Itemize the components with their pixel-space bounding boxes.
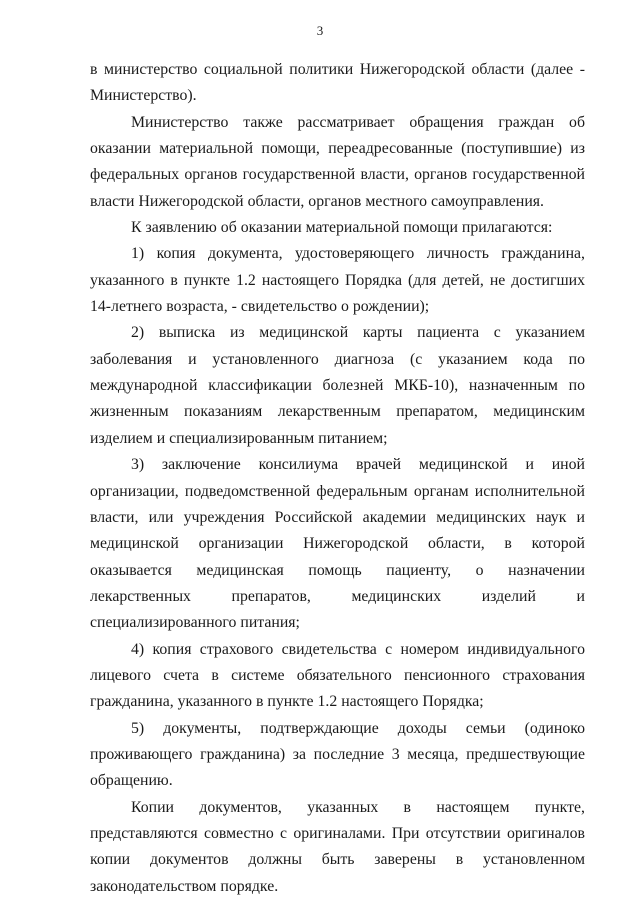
paragraph-ministry-appeals: Министерство также рассматривает обращения граждан об оказании материальной помощи, переадресованные (поступившие) из федеральных органов государственной власти, органов государственной власти Нижегородской области, органов местного самоуправления. [90,113,585,210]
list-item-income-documents: 5) документы, подтверждающие доходы семьи (одиноко проживающего гражданина) за последние 3 месяца, предшествующие обращению. [90,719,585,790]
list-item-consilium-conclusion: 3) заключение консилиума врачей медицинской и иной организации, подведомственной федеральным органам исполнительной власти, или учреждения Российской академии медицинских наук и медицинской организации Нижегородской области, в которой оказывается медицинская помощь пациенту, о назначении лекарственных препаратов, медицинских изделий и специализированного питания; [90,456,585,632]
paragraph-copies-certification: Копии документов, указанных в настоящем пункте, представляются совместно с оригиналами. При отсутствии оригиналов копии документов должны быть заверены в установленном законодательством порядке. [90,798,585,895]
paragraph-ministry-continuation: в министерство социальной политики Нижегородской области (далее - Министерство). [90,61,585,105]
paragraph-attachments-intro: К заявлению об оказании материальной помощи прилагаются: [131,219,553,237]
list-item-insurance-certificate: 4) копия страхового свидетельства с номером индивидуального лицевого счета в системе обязательного пенсионного страхования гражданина, указанного в пункте 1.2 настоящего Порядка; [90,640,585,711]
document-body [90,57,585,900]
page-number: 3 [316,23,324,38]
list-item-identity-document: 1) копия документа, удостоверяющего личность гражданина, указанного в пункте 1.2 настоящего Порядка (для детей, не достигших 14-летнего возраста, - свидетельство о рождении); [90,245,585,316]
list-item-medical-extract: 2) выписка из медицинской карты пациента с указанием заболевания и установленного диагноза (с указанием кода по международной классификации болезней МКБ-10), назначенным по жизненным показаниям лекарственным препаратом, медицинским изделием и специализированным питанием; [90,324,585,447]
